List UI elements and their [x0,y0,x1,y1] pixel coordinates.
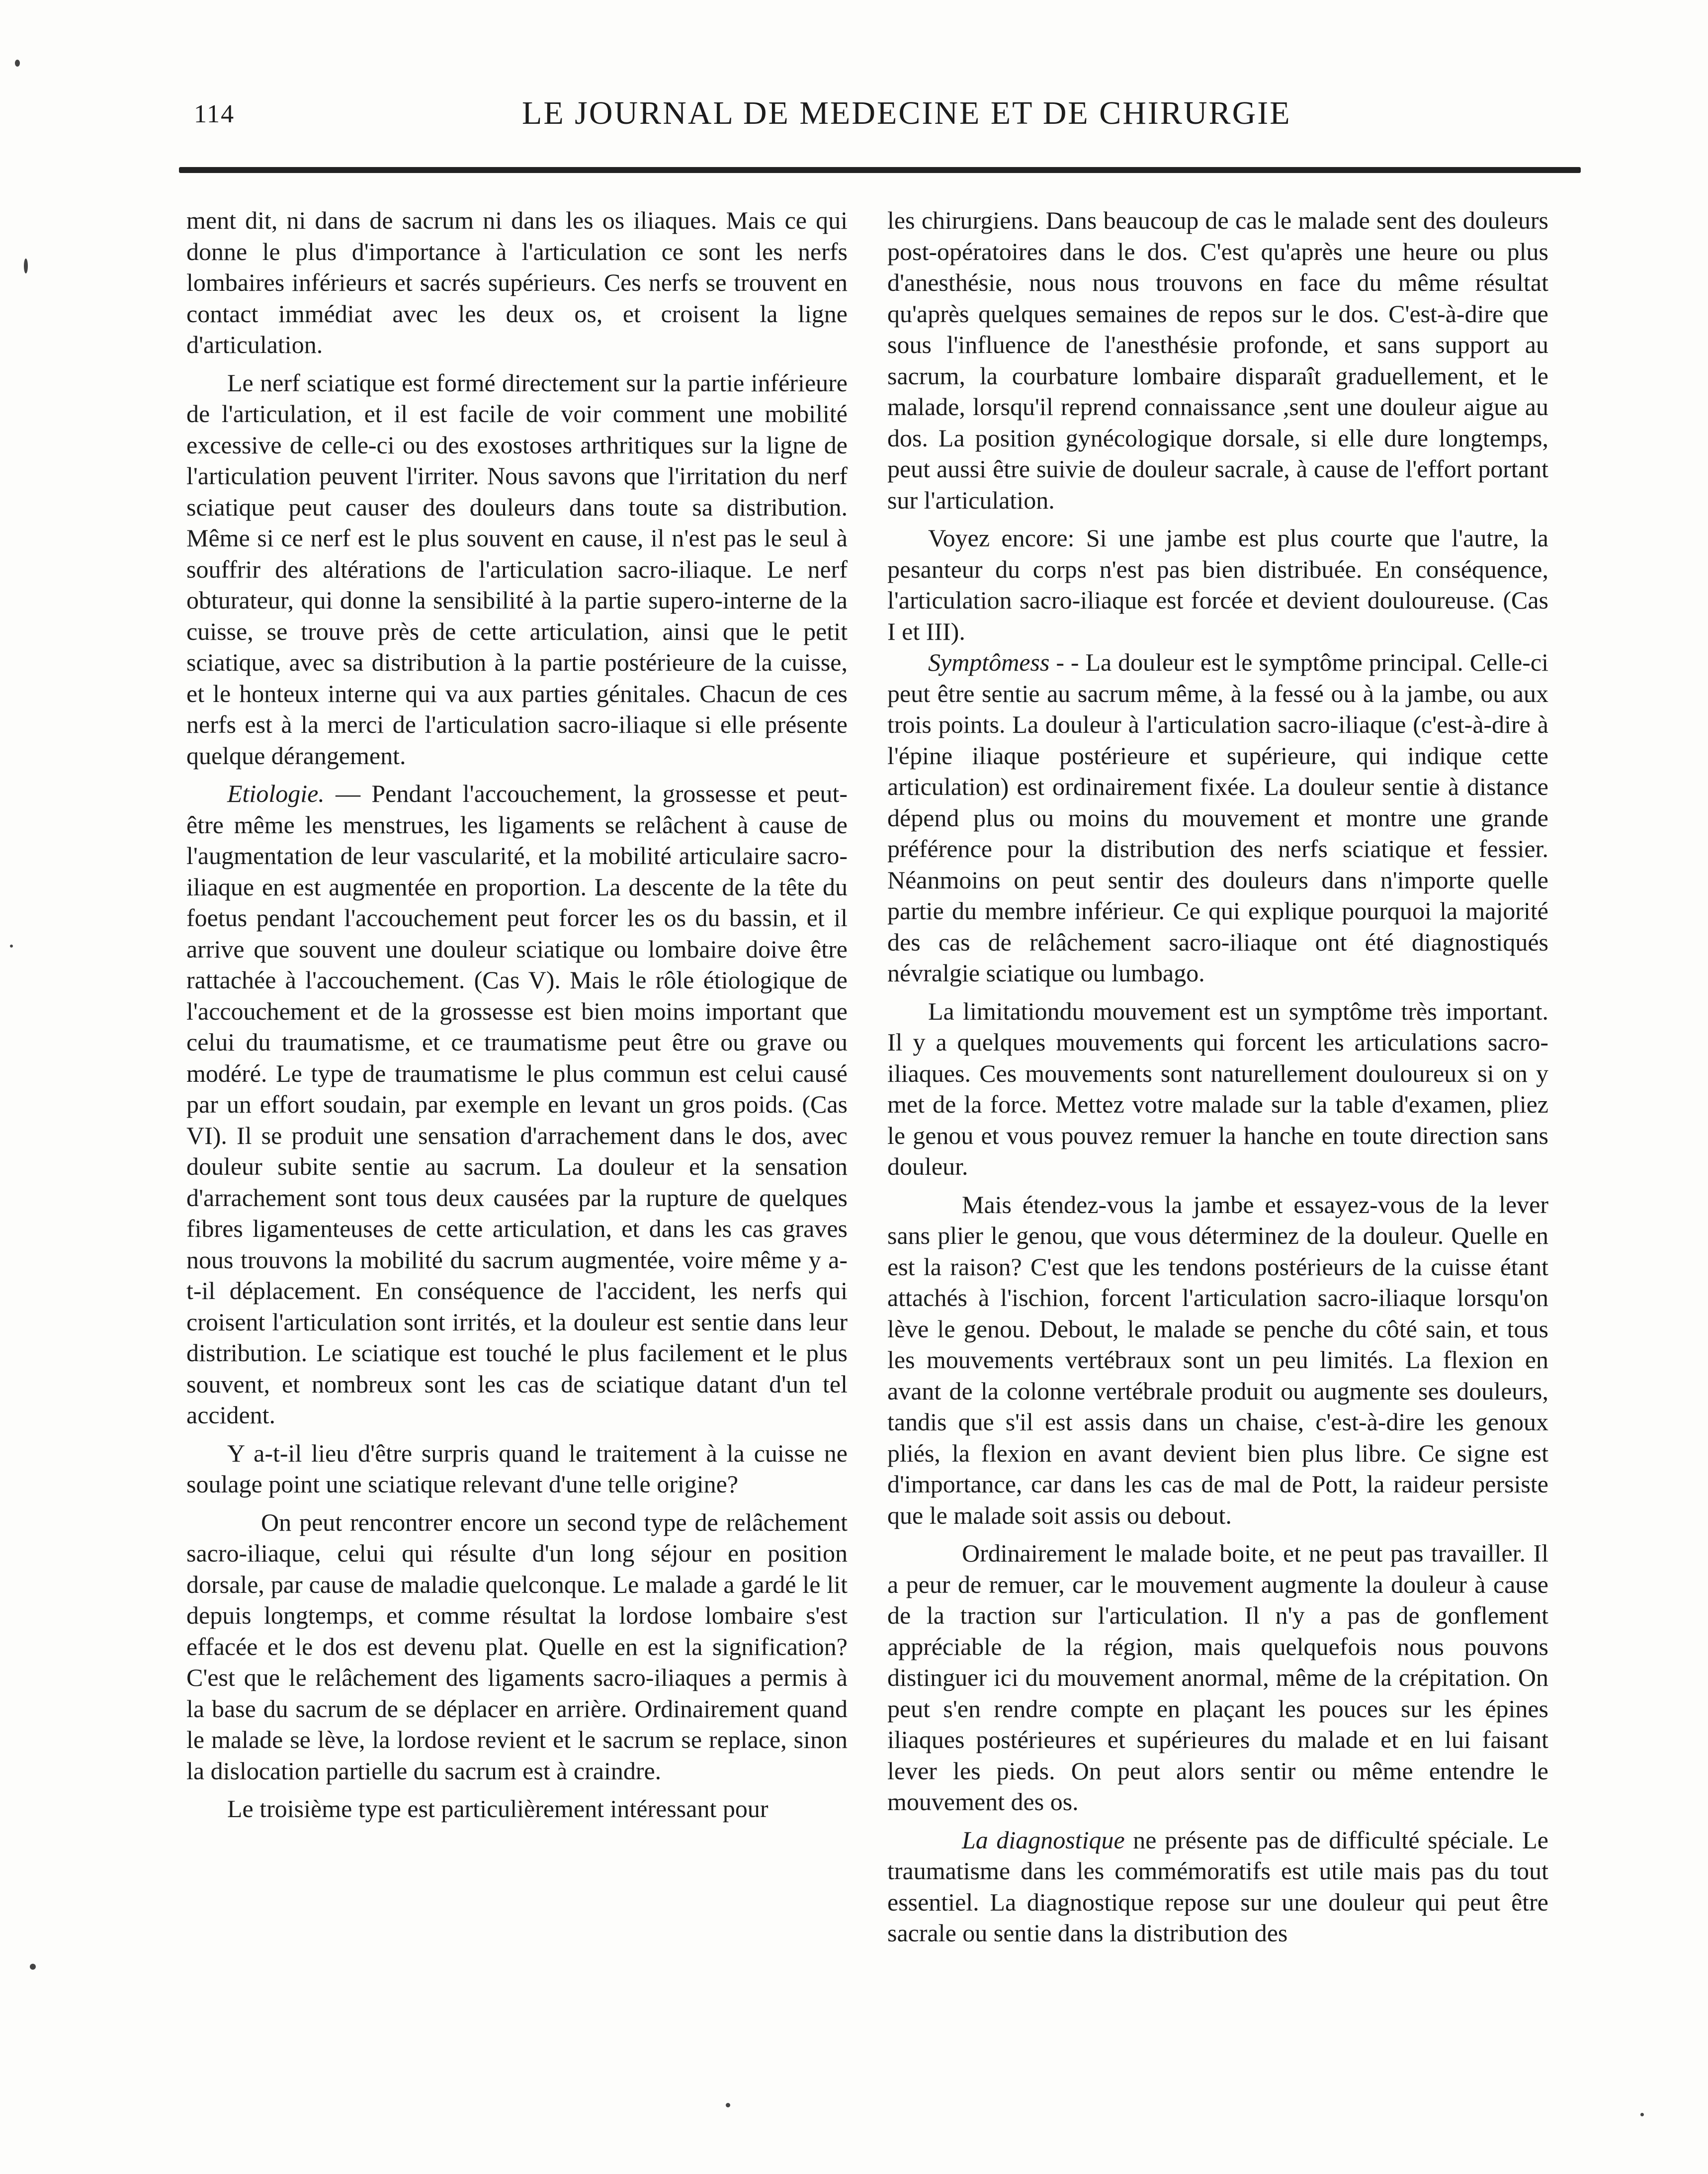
paragraph: Y a-t-il lieu d'être surpris quand le traitement à la cuisse ne soulage point une sciatique relevant d'une telle origine? [186,1439,848,1498]
paragraph: les chirurgiens. Dans beaucoup de cas le malade sent des douleurs post-opératoires dans le dos. C'est qu'après une heure ou plus d'anesthésie, nous nous trouvons en face du même résultat qu'après quelques semaines de repos sur le dos. C'est-à-dire que sous l'influence de l'anesthésie profonde, et sans support au sacrum, la courbature lombaire disparaît graduellement, et le malade, lorsqu'il reprend connaissance ,sent une douleur aigue au dos. La position gynécologique dorsale, si elle dure longtemps, peut aussi être suivie de douleur sacrale, à cause de l'effort portant sur l'articulation. [887,206,1548,514]
scan-speck [24,259,28,273]
paragraph: Mais étendez-vous la jambe et essayez-vous de la lever sans plier le genou, que vous déterminez de la douleur. Quelle en est la raison? C'est que les tendons postérieurs de la cuisse étant attachés à l'ischion, forcent l'articulation sacro-iliaque lorsqu'on lève le genou. Debout, le malade se penche du côté sain, et tous les mouvements vertébraux sont un peu limités. La flexion en avant de la colonne vertébrale produit ou augmente ses douleurs, tandis que s'il est assis dans un chaise, c'est-à-dire les genoux pliés, la flexion en avant devient bien plus libre. Ce signe est d'importance, car dans les cas de mal de Pott, la raideur persiste que le malade soit assis ou debout. [887,1190,1548,1529]
paragraph: Voyez encore: Si une jambe est plus courte que l'autre, la pesanteur du corps n'est pas bien distribuée. En conséquence, l'articulation sacro-iliaque est forcée et devient douloureuse. (Cas I et III). [887,524,1548,645]
paragraph: La limitationdu mouvement est un symptôme très important. Il y a quelques mouvements qui forcent les articulations sacro-iliaques. Ces mouvements sont naturellement douloureux si on y met de la force. Mettez votre malade sur la table d'examen, pliez le genou et vous pouvez remuer la hanche en toute direction sans douleur. [887,997,1548,1180]
paragraph: On peut rencontrer encore un second type de relâchement sacro-iliaque, celui qui résulte d'un long séjour en position dorsale, par cause de maladie quelconque. Le malade a gardé le lit depuis longtemps, et comme résultat la lordose lombaire s'est effacée et le dos est devenu plat. Quelle en est la signification? C'est que le relâchement des ligaments sacro-iliaques a permis à la base du sacrum de se déplacer en arrière. Ordinairement quand le malade se lève, la lordose revient et le sacrum se replace, sinon la dislocation partielle du sacrum est à craindre. [186,1508,848,1785]
paragraph: Le nerf sciatique est formé directement sur la partie inférieure de l'articulation, et il est facile de voir comment une mobilité excessive de celle-ci ou des exostoses arthritiques sur la ligne de l'articulation peuvent l'irriter. Nous savons que l'irritation du nerf sciatique peut causer des douleurs dans toute sa distribution. Même si ce nerf est le plus souvent en cause, il n'est pas le seul à souffrir des altérations de l'articulation sacro-iliaque. Le nerf obturateur, qui donne la sensibilité à la partie supero-interne de la cuisse, se trouve près de cette articulation, ainsi que le petit sciatique, avec sa distribution à la partie postérieure de la cuisse, et le honteux interne qui va aux parties génitales. Chacun de ces nerfs est à la merci de l'articulation sacro-iliaque si elle présente quelque dérangement. [186,368,848,770]
journal-title: LE JOURNAL DE MEDECINE ET DE CHIRURGIE [522,95,1291,131]
section-heading: La diagnostique [962,1826,1125,1854]
paragraph-etiologie: Etiologie. — Pendant l'accouchement, la grossesse et peut-être même les menstrues, les ligaments se relâchent à cause de l'augmentation de leur vascularité, et la mobilité articulaire sacro-iliaque en est augmentée en proportion. La descente de la tête du foetus pendant l'accouchement peut forcer les os du bassin, et il arrive que souvent une douleur sciatique ou lombaire doive être rattachée à l'accouchement. (Cas V). Mais le rôle étiologique de l'accouchement et de la grossesse est bien moins important que celui du traumatisme, et ce traumatisme peut être ou grave ou modéré. Le type de traumatisme le plus commun est celui causé par un effort soudain, par exemple en levant un gros poids. (Cas VI). Il se produit une sensation d'arrachement dans le dos, avec douleur subite sentie au sacrum. La douleur et la sensation d'arrachement sont tous deux causées par la rupture de quelques fibres ligamenteuses de cette articulation, et dans les cas graves nous trouvons la mobilité du sacrum augmentée, voire même y a-t-il déplacement. En conséquence de l'accident, les nerfs qui croisent l'articulation sont irrités, et la douleur est sentie dans leur distribution. Le sciatique est touché le plus facilement et le plus souvent, et nombreux sont les cas de sciatique datant d'un tel accident. [186,780,848,1429]
right-column [887,205,1548,1949]
paragraph: Le troisième type est particulièrement intéressant pour [227,1795,769,1823]
scan-speck [10,945,13,948]
scan-speck [30,1964,36,1970]
header-rule [179,167,1581,173]
page-number: 114 [194,100,235,128]
left-column [186,205,848,1825]
scan-speck [726,2103,730,2107]
paragraph: ment dit, ni dans de sacrum ni dans les os iliaques. Mais ce qui donne le plus d'importance à l'articulation ce sont les nerfs lombaires inférieurs et sacrés supérieurs. Ces nerfs se trouvent en contact immédiat avec les deux os, et croisent la ligne d'articulation. [186,206,848,358]
page-header [194,94,1576,139]
paragraph-symptomes: Symptômess - - La douleur est le symptôme principal. Celle-ci peut être sentie au sacrum même, à la fessé ou à la jambe, ou aux trois points. La douleur à l'articulation sacro-iliaque (c'est-à-dire à l'épine iliaque postérieure et supérieure, qui indique cette articulation) est ordinairement fixée. La douleur sentie à distance dépend plus ou moins du mouvement et montre une grande préférence pour la distribution des nerfs sciatique et fessier. Néanmoins on peut sentir des douleurs dans n'importe quelle partie du membre inférieur. Ce qui explique pourquoi la majorité des cas de relâchement sacro-iliaque ont été diagnostiqués névralgie sciatique ou lumbago. [887,648,1548,987]
scan-speck [1640,2113,1644,2116]
section-heading: Etiologie. [227,780,325,807]
paragraph: Ordinairement le malade boite, et ne peut pas travailler. Il a peur de remuer, car le mouvement augmente la douleur à cause de la traction sur l'articulation. Il n'y a pas de gonflement appréciable de la région, mais quelquefois nous pouvons distinguer ici du mouvement anormal, même de la crépitation. On peut s'en rendre compte en plaçant les pouces sur les épines iliaques postérieures et supérieures du malade et en lui faisant lever les pieds. On peut alors sentir ou même entendre le mouvement des os. [887,1539,1548,1816]
scan-speck [15,60,20,67]
section-heading: Symptômess [928,648,1050,676]
paragraph-diagnostique: La diagnostique ne présente pas de difficulté spéciale. Le traumatisme dans les commémoratifs est utile mais pas du tout essentiel. La diagnostique repose sur une douleur qui peut être sacrale ou sentie dans la distribution des [887,1826,1548,1947]
